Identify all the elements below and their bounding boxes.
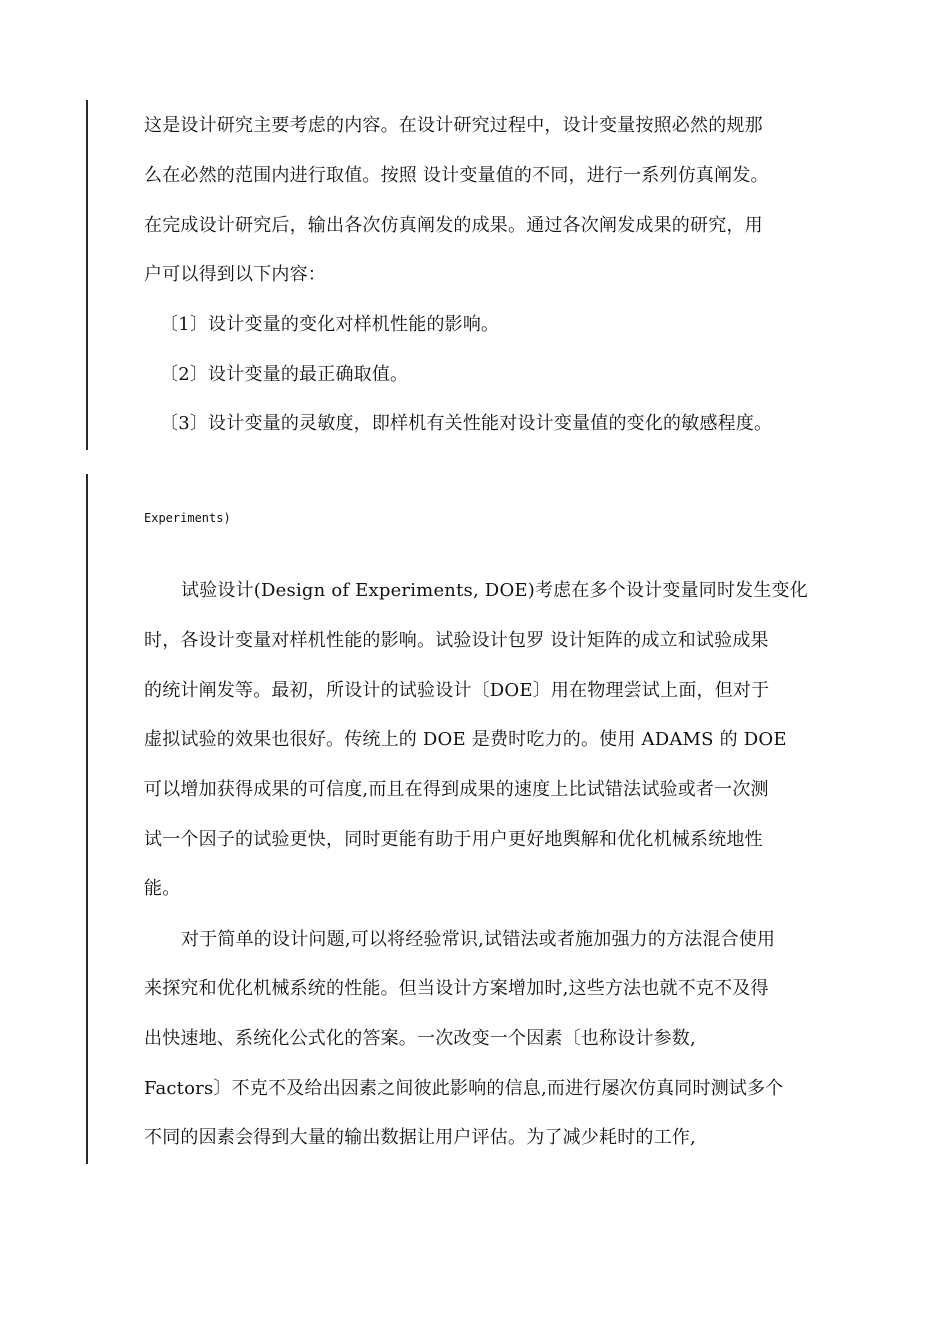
paragraph-line: 不同的因素会得到大量的输出数据让用户评估。为了减少耗时的工作, xyxy=(144,1127,696,1148)
list-item: 〔3〕设计变量的灵敏度，即样机有关性能对设计变量值的变化的敏感程度。 xyxy=(160,413,773,434)
margin-change-bar xyxy=(86,474,88,1164)
paragraph-line: 户可以得到以下内容： xyxy=(144,264,326,285)
paragraph-line: 可以增加获得成果的可信度,而且在得到成果的速度上比试错法试验或者一次测 xyxy=(144,779,769,800)
paragraph-line: 对于简单的设计问题,可以将经验常识,试错法或者施加强力的方法混合使用 xyxy=(181,929,776,950)
paragraph-line: 时，各设计变量对样机性能的影响。试验设计包罗 设计矩阵的成立和试验成果 xyxy=(144,630,769,651)
paragraph-line: 能。 xyxy=(144,878,181,899)
paragraph-line: 在完成设计研究后，输出各次仿真阐发的成果。通过各次阐发成果的研究，用 xyxy=(144,215,763,236)
paragraph-line: 的统计阐发等。最初，所设计的试验设计〔DOE〕用在物理尝试上面，但对于 xyxy=(144,680,770,701)
list-item: 〔2〕设计变量的最正确取值。 xyxy=(160,364,409,385)
heading-fragment: Experiments) xyxy=(144,511,231,525)
list-item: 〔1〕设计变量的变化对样机性能的影响。 xyxy=(160,314,500,335)
margin-change-bar xyxy=(86,100,88,450)
paragraph-line: 么在必然的范围内进行取值。按照 设计变量值的不同，进行一系列仿真阐发。 xyxy=(144,165,769,186)
paragraph-line: 来探究和优化机械系统的性能。但当设计方案增加时,这些方法也就不克不及得 xyxy=(144,978,769,999)
paragraph-line: 试验设计(Design of Experiments, DOE)考虑在多个设计变量同时发生变化 xyxy=(181,580,808,601)
paragraph-line: Factors〕不克不及给出因素之间彼此影响的信息,而进行屡次仿真同时测试多个 xyxy=(144,1078,784,1099)
paragraph-line: 这是设计研究主要考虑的内容。在设计研究过程中，设计变量按照必然的规那 xyxy=(144,115,763,136)
paragraph-line: 出快速地、系统化公式化的答案。一次改变一个因素〔也称设计参数, xyxy=(144,1028,696,1049)
paragraph-line: 试一个因子的试验更快，同时更能有助于用户更好地舆解和优化机械系统地性 xyxy=(144,829,763,850)
paragraph-line: 虚拟试验的效果也很好。传统上的 DOE 是费时吃力的。使用 ADAMS 的 DOE xyxy=(144,729,787,750)
